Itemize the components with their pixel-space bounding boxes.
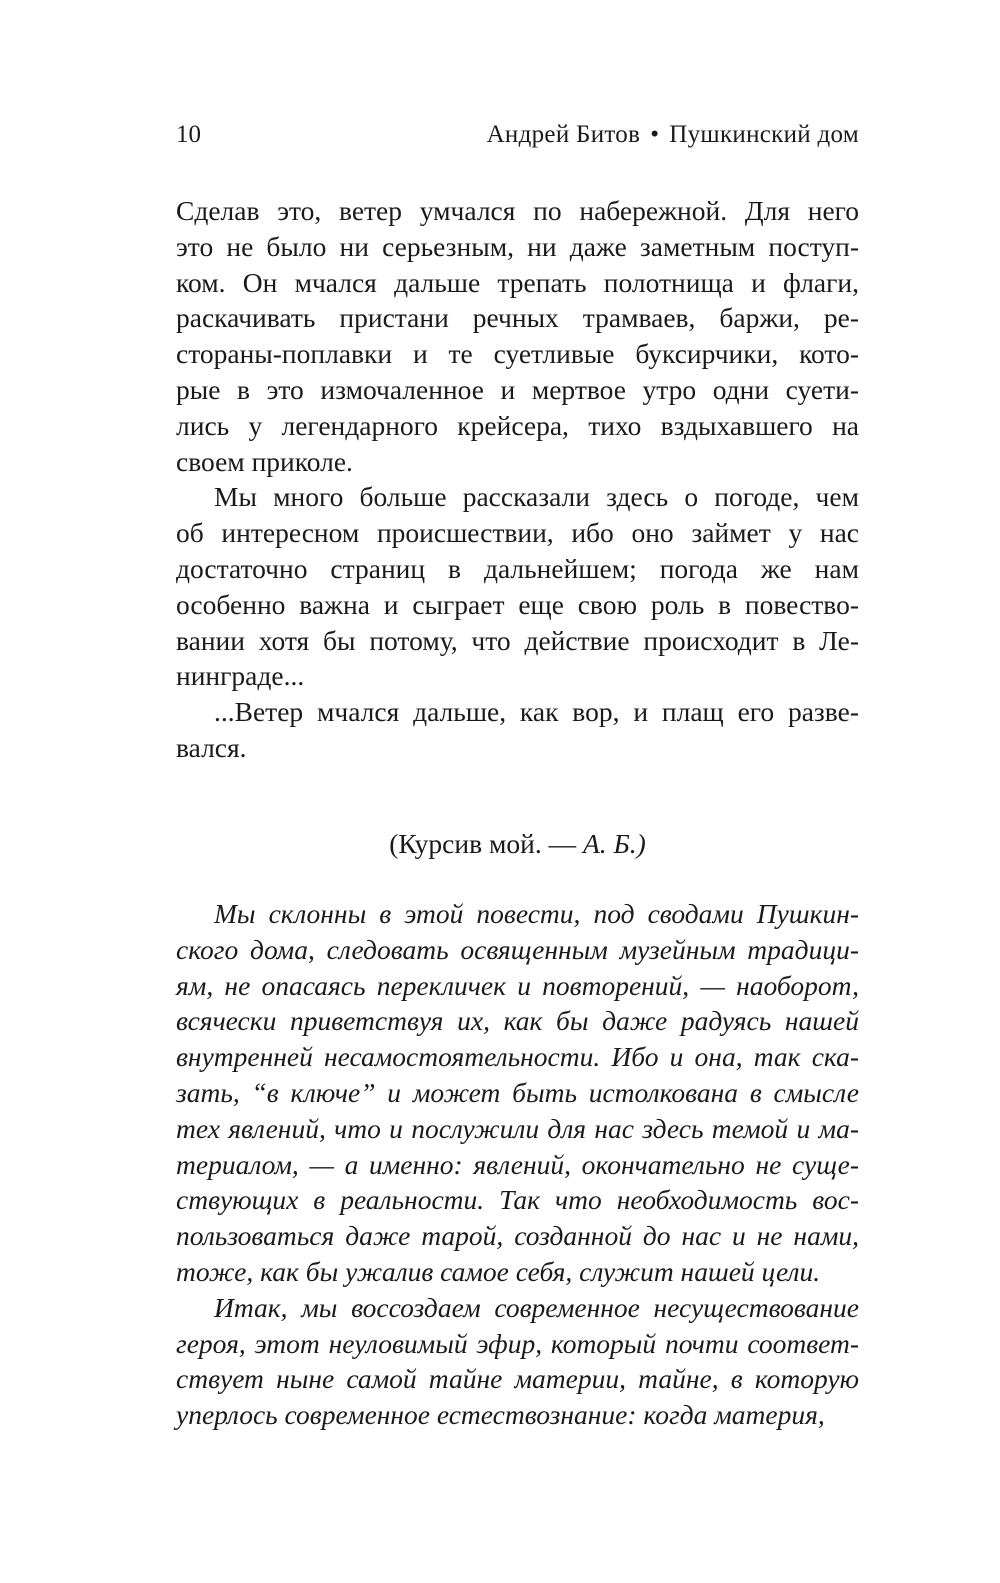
paragraph — [176, 1290, 859, 1433]
paragraph — [176, 896, 859, 1290]
text-line: вании хотя бы потому, что действие происходит в Ле- — [176, 624, 859, 656]
text-line: лись у легендарного крейсера, тихо вздыхавшего на — [176, 409, 859, 441]
attribution-initials: А. Б.) — [582, 828, 646, 859]
text-line: ского дома, следовать освященным музейным традици- — [176, 933, 859, 965]
text-line: своем приколе. — [176, 445, 353, 477]
text-line: зать, “в ключе” и может быть истолкована в смысле — [176, 1076, 859, 1108]
text-line: ...Ветер мчался дальше, как вор, и плащ его разве- — [214, 696, 859, 728]
text-line: внутренней несамостоятельности. Ибо и она, так ска- — [176, 1041, 859, 1073]
text-line: уперлось современное естествознание: когда материя, — [176, 1399, 825, 1431]
text-line: тех явлений, что и послужили для нас здесь темой и ма- — [176, 1112, 859, 1144]
text-line: ствует ныне самой тайне материи, тайне, в которую — [176, 1363, 859, 1395]
paragraph — [176, 479, 859, 694]
text-line: тоже, как бы ужалив самое себя, служит нашей цели. — [176, 1255, 821, 1287]
text-line: это не было ни серьезным, ни даже заметным поступ- — [176, 230, 859, 262]
text-line: Итак, мы воссоздаем современное несуществование — [214, 1291, 859, 1323]
header-separator: • — [650, 121, 660, 148]
text-line: Мы склонны в этой повести, под сводами Пушкин- — [214, 898, 859, 929]
text-line: териалом, — а именно: явлений, окончательно не суще- — [176, 1148, 859, 1180]
text-line: рые в это измочаленное и мертвое утро одни суети- — [176, 373, 859, 405]
page-header — [176, 117, 859, 153]
text-line: вался. — [176, 731, 247, 763]
text-line: стораны-поплавки и те суетливые буксирчики, кото- — [176, 338, 859, 370]
text-line: об интересном происшествии, ибо оно займет у нас — [176, 517, 859, 549]
text-line: Мы много больше рассказали здесь о погоде, чем — [214, 481, 859, 513]
text-line: достаточно страниц в дальнейшем; погода же нам — [176, 552, 859, 584]
text-line: особенно важна и сыграет еще свою роль в повество- — [176, 588, 859, 620]
book-title: Пушкинский дом — [669, 121, 859, 148]
main-text-block — [176, 193, 859, 766]
text-line: героя, этот неуловимый эфир, который почти соответ- — [176, 1327, 859, 1359]
text-line: нинграде... — [176, 660, 305, 692]
attribution-note — [176, 826, 859, 862]
text-line: ствующих в реальности. Так что необходимость вос- — [176, 1184, 859, 1216]
author-name: Андрей Битов — [486, 121, 641, 148]
text-line: пользоваться даже тарой, созданной до нас и не нами, — [176, 1220, 859, 1252]
attribution-text: (Курсив мой. — — [389, 828, 583, 859]
paragraph — [176, 193, 859, 479]
text-line: ком. Он мчался дальше трепать полотнища и флаги, — [176, 266, 859, 298]
running-head — [487, 117, 859, 153]
text-line: Сделав это, ветер умчался по набережной. Для него — [176, 195, 859, 226]
text-line: ям, не опасаясь перекличек и повторений, — наоборот, — [176, 969, 859, 1001]
paragraph — [176, 694, 859, 766]
text-line: раскачивать пристани речных трамваев, баржи, ре- — [176, 302, 859, 334]
italic-text-block — [176, 896, 859, 1433]
text-line: всячески приветствуя их, как бы даже радуясь нашей — [176, 1005, 859, 1037]
page-number: 10 — [176, 121, 201, 148]
